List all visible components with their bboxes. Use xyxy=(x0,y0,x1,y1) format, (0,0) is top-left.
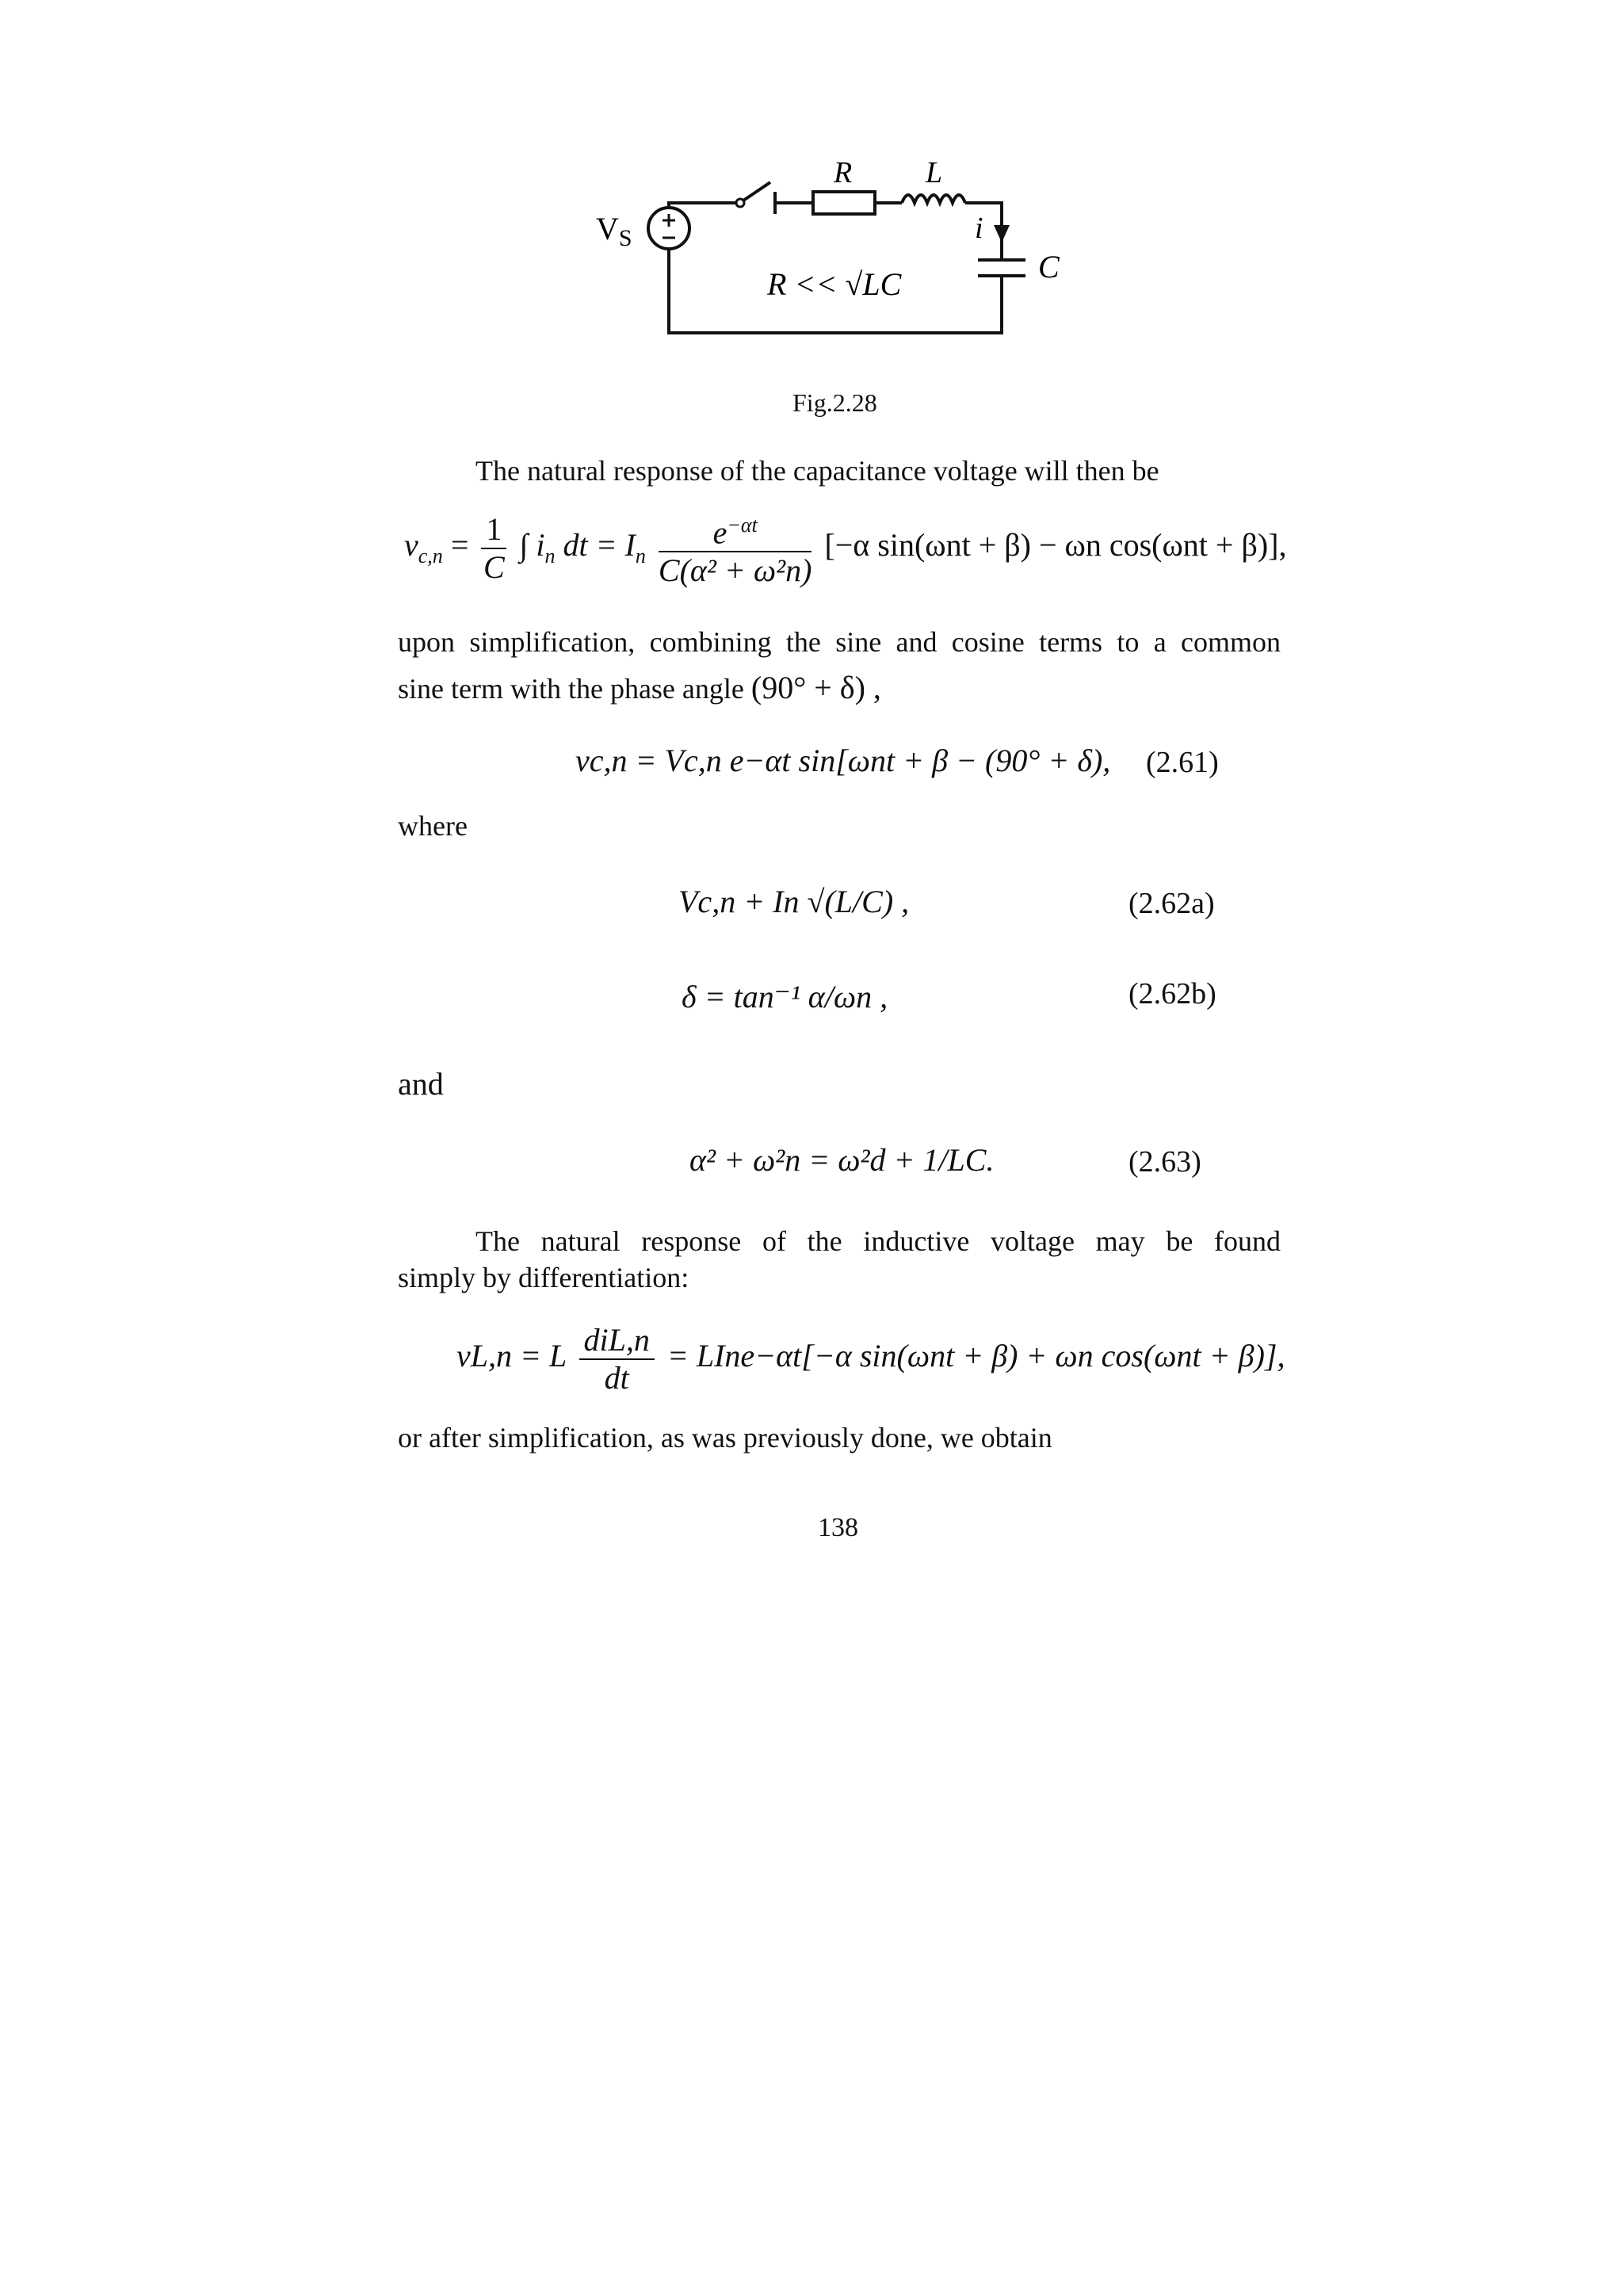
paragraph-2-line-2: sine term with the phase angle (90° + δ) , xyxy=(398,670,881,705)
capacitor-label: C xyxy=(1038,249,1060,285)
resistor xyxy=(813,192,875,214)
current-label: i xyxy=(975,212,983,245)
equation-number-2-63: (2.63) xyxy=(1128,1145,1201,1179)
condition-label: R << √LC xyxy=(767,266,902,302)
equation-vcn: $v_{c,n}$ = $\frac{1}{C}$ ∫ $i_n$ dt = $I_n$ $\frac{e^{-\alpha t}}{\text{C(α² + ω²n)}}$ [−α sin(ωnt + β) − ωn cos(ωnt + β)], xyxy=(404,507,1286,589)
circuit-diagram xyxy=(586,151,1094,349)
paragraph-1: The natural response of the capacitance voltage will then be xyxy=(475,455,1159,487)
switch-pivot xyxy=(736,199,744,207)
equation-2-63: α² + ω²n = ω²d + 1/LC. xyxy=(689,1142,995,1178)
resistor-label: R xyxy=(834,156,853,189)
equation-number-2-62b: (2.62b) xyxy=(1128,977,1216,1010)
circuit-wire-inductor-cap xyxy=(965,203,1002,258)
inductor xyxy=(902,195,965,203)
switch-blade xyxy=(743,182,770,201)
equation-2-62b: δ = tan⁻¹ α/ωn , xyxy=(682,979,888,1014)
equation-vln: vL,n = L $\frac{\text{diL,n}}{dt}$ = LIne−αt[−α sin(ωnt + β) + ωn cos(ωnt + β)], xyxy=(456,1322,1285,1396)
equation-2-62a: Vc,n + In √(L/C) , xyxy=(678,884,910,919)
paragraph-3-line-2: simply by differentiation: xyxy=(398,1262,689,1293)
paragraph-4: or after simplification, as was previously done, we obtain xyxy=(398,1422,1052,1454)
voltage-source xyxy=(648,208,689,249)
paragraph-2-line-1: upon simplification, combining the sine and cosine terms to a common xyxy=(398,626,1281,658)
equation-number-2-62a: (2.62a) xyxy=(1128,887,1215,920)
page-number: 138 xyxy=(818,1513,858,1542)
paragraph-3-line-1: The natural response of the inductive voltage may be found xyxy=(475,1225,1281,1257)
current-arrow xyxy=(994,225,1010,243)
figure-caption: Fig.2.28 xyxy=(792,388,877,417)
inductor-label: L xyxy=(926,156,943,189)
equation-2-61: vc,n = Vc,n e−αt sin[ωnt + β − (90° + δ), xyxy=(575,743,1111,778)
vs-label: $V_S$ xyxy=(596,211,632,251)
equation-number-2-61: (2.61) xyxy=(1146,746,1219,779)
where-text: where xyxy=(398,810,468,842)
and-text: and xyxy=(398,1066,444,1102)
